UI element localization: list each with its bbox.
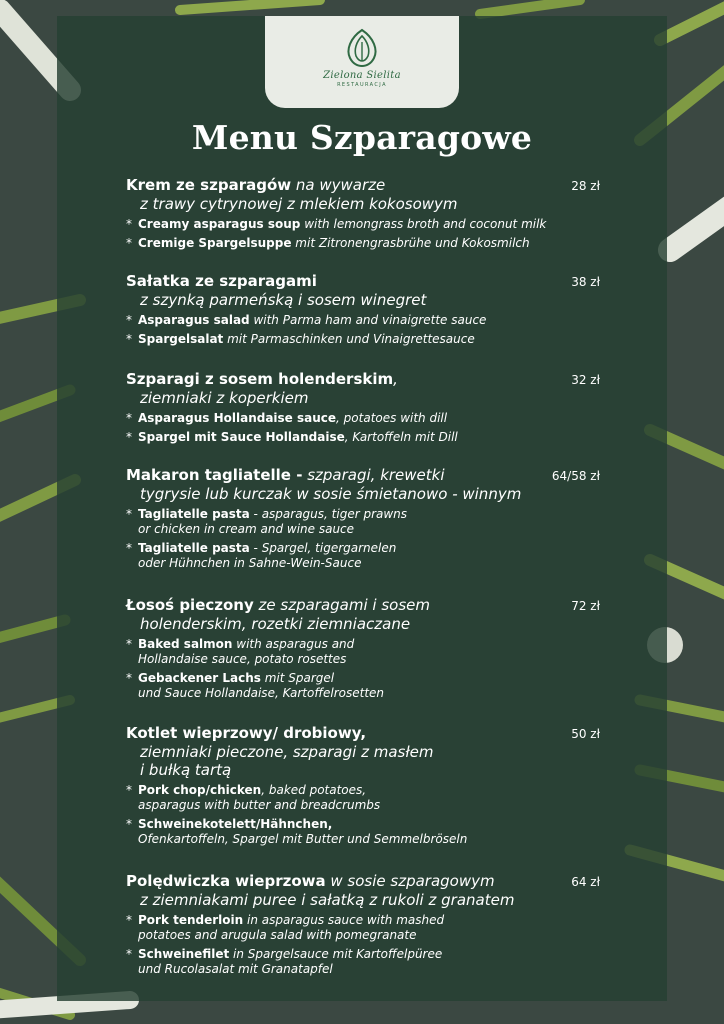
english-line: * Asparagus Hollandaise sauce, potatoes with dill [126,411,448,425]
english-line: * Tagliatelle pasta - asparagus, tiger prawns [126,507,408,521]
dish-name: Krem ze szparagów [126,176,292,194]
dish-desc-cont: i bułką tartą [140,761,232,779]
german-name: Spargel mit Sauce Hollandaise [138,430,345,444]
german-line: * Schweinekotelett/Hähnchen, [126,817,333,831]
dish-name: Polędwiczka wieprzowa [126,872,326,890]
german-desc: in Spargelsauce mit Kartoffelpüree [229,947,443,961]
logo-name: Zielona Sielita [323,70,401,81]
english-name: Tagliatelle pasta [138,507,250,521]
leaf-logo-icon [344,28,380,68]
english-line: * Baked salmon with asparagus and [126,637,355,651]
german-name: Schweinekotelett/Hähnchen, [138,817,333,831]
german-desc-cont: oder Hühnchen in Sahne-Wein-Sauce [138,556,362,570]
menu-item [126,176,600,251]
english-line: * Creamy asparagus soup with lemongrass broth and coconut milk [126,217,547,231]
english-desc: with asparagus and [232,637,355,651]
dish-line [126,872,600,891]
english-line: * Asparagus salad with Parma ham and vinaigrette sauce [126,313,487,327]
german-desc-cont: Ofenkartoffeln, Spargel mit Butter und Semmelbröseln [138,832,468,846]
dish-price: 64/58 zł [551,469,600,483]
english-desc: with Parma ham and vinaigrette sauce [249,313,487,327]
english-line: * Pork tenderloin in asparagus sauce with mashed [126,913,445,927]
dish-desc: w sosie szparagowym [325,872,495,890]
german-line: * Gebackener Lachs mit Spargel [126,671,335,685]
menu-item [126,272,600,347]
dish-name: Sałatka ze szparagami [126,272,317,290]
german-line: * Spargel mit Sauce Hollandaise, Kartoffeln mit Dill [126,430,458,444]
german-name: Spargelsalat [138,332,224,346]
german-desc-cont: und Rucolasalat mit Granatapfel [138,962,333,976]
german-line: * Spargelsalat mit Parmaschinken und Vinaigrettesauce [126,332,475,346]
dish-desc-cont: ziemniaki z koperkiem [140,389,309,407]
menu-item [126,596,600,701]
dish-price: 32 zł [571,373,600,387]
german-name: Gebackener Lachs [138,671,261,685]
english-line: * Pork chop/chicken, baked potatoes, [126,783,367,797]
logo-subtitle: RESTAURACJA [337,82,387,88]
dish-price: 50 zł [571,727,600,741]
dish-desc: , [393,370,398,388]
dish-desc-cont: ziemniaki pieczone, szparagi z masłem [140,743,434,761]
dish-desc: na wywarze [291,176,386,194]
dish-desc-cont: tygrysie lub kurczak w sosie śmietanowo - winnym [140,485,522,503]
german-line: * Tagliatelle pasta - Spargel, tigergarnelen [126,541,397,555]
german-desc-cont: und Sauce Hollandaise, Kartoffelrosetten [138,686,385,700]
dish-name: Szparagi z sosem holenderskim [126,370,394,388]
dish-desc: szparagi, krewetki [302,466,445,484]
dish-name: Makaron tagliatelle - [126,466,303,484]
menu-item [126,724,600,847]
german-name: Schweinefilet [138,947,230,961]
dish-desc-cont: holenderskim, rozetki ziemniaczane [140,615,411,633]
dish-price: 38 zł [571,275,600,289]
dish-line [126,272,600,291]
german-desc: , Kartoffeln mit Dill [344,430,458,444]
english-desc: in asparagus sauce with mashed [243,913,445,927]
dish-line [126,176,600,195]
dish-name: Łosoś pieczony [126,596,254,614]
english-desc-cont: potatoes and arugula salad with pomegranate [138,928,417,942]
german-line: * Cremige Spargelsuppe mit Zitronengrasbrühe und Kokosmilch [126,236,530,250]
english-name: Pork tenderloin [138,913,244,927]
dish-name: Kotlet wieprzowy/ drobiowy, [126,724,367,742]
english-desc-cont: asparagus with butter and breadcrumbs [138,798,381,812]
dish-desc-cont: z ziemniakami puree i sałatką z rukoli z granatem [140,891,515,909]
dish-line [126,466,600,485]
english-desc-cont: or chicken in cream and wine sauce [138,522,355,536]
german-desc: - Spargel, tigergarnelen [249,541,397,555]
english-desc-cont: Hollandaise sauce, potato rosettes [138,652,347,666]
dish-desc-cont: z trawy cytrynowej z mlekiem kokosowym [140,195,458,213]
menu-item [126,370,600,445]
logo-badge [265,16,459,108]
menu-item [126,466,600,571]
english-desc: , baked potatoes, [261,783,367,797]
german-desc: mit Zitronengrasbrühe und Kokosmilch [291,236,530,250]
english-name: Creamy asparagus soup [138,217,301,231]
german-name: Cremige Spargelsuppe [138,236,292,250]
dish-desc: ze szparagami i sosem [253,596,431,614]
dish-line [126,724,600,743]
german-line: * Schweinefilet in Spargelsauce mit Kartoffelpüree [126,947,443,961]
english-name: Baked salmon [138,637,233,651]
german-desc: mit Spargel [260,671,335,685]
english-name: Pork chop/chicken [138,783,262,797]
english-name: Asparagus salad [138,313,250,327]
menu-item [126,872,600,977]
dish-price: 64 zł [571,875,600,889]
menu-title: Menu Szparagowe [191,118,533,157]
dish-line [126,370,600,389]
dish-price: 28 zł [571,179,600,193]
dish-desc-cont: z szynką parmeńską i sosem winegret [140,291,427,309]
german-desc: mit Parmaschinken und Vinaigrettesauce [223,332,475,346]
english-desc: , potatoes with dill [336,411,448,425]
english-desc: with lemongrass broth and coconut milk [300,217,547,231]
english-name: Asparagus Hollandaise sauce [138,411,337,425]
german-name: Tagliatelle pasta [138,541,250,555]
dish-price: 72 zł [571,599,600,613]
dish-line [126,596,600,615]
english-desc: - asparagus, tiger prawns [249,507,408,521]
